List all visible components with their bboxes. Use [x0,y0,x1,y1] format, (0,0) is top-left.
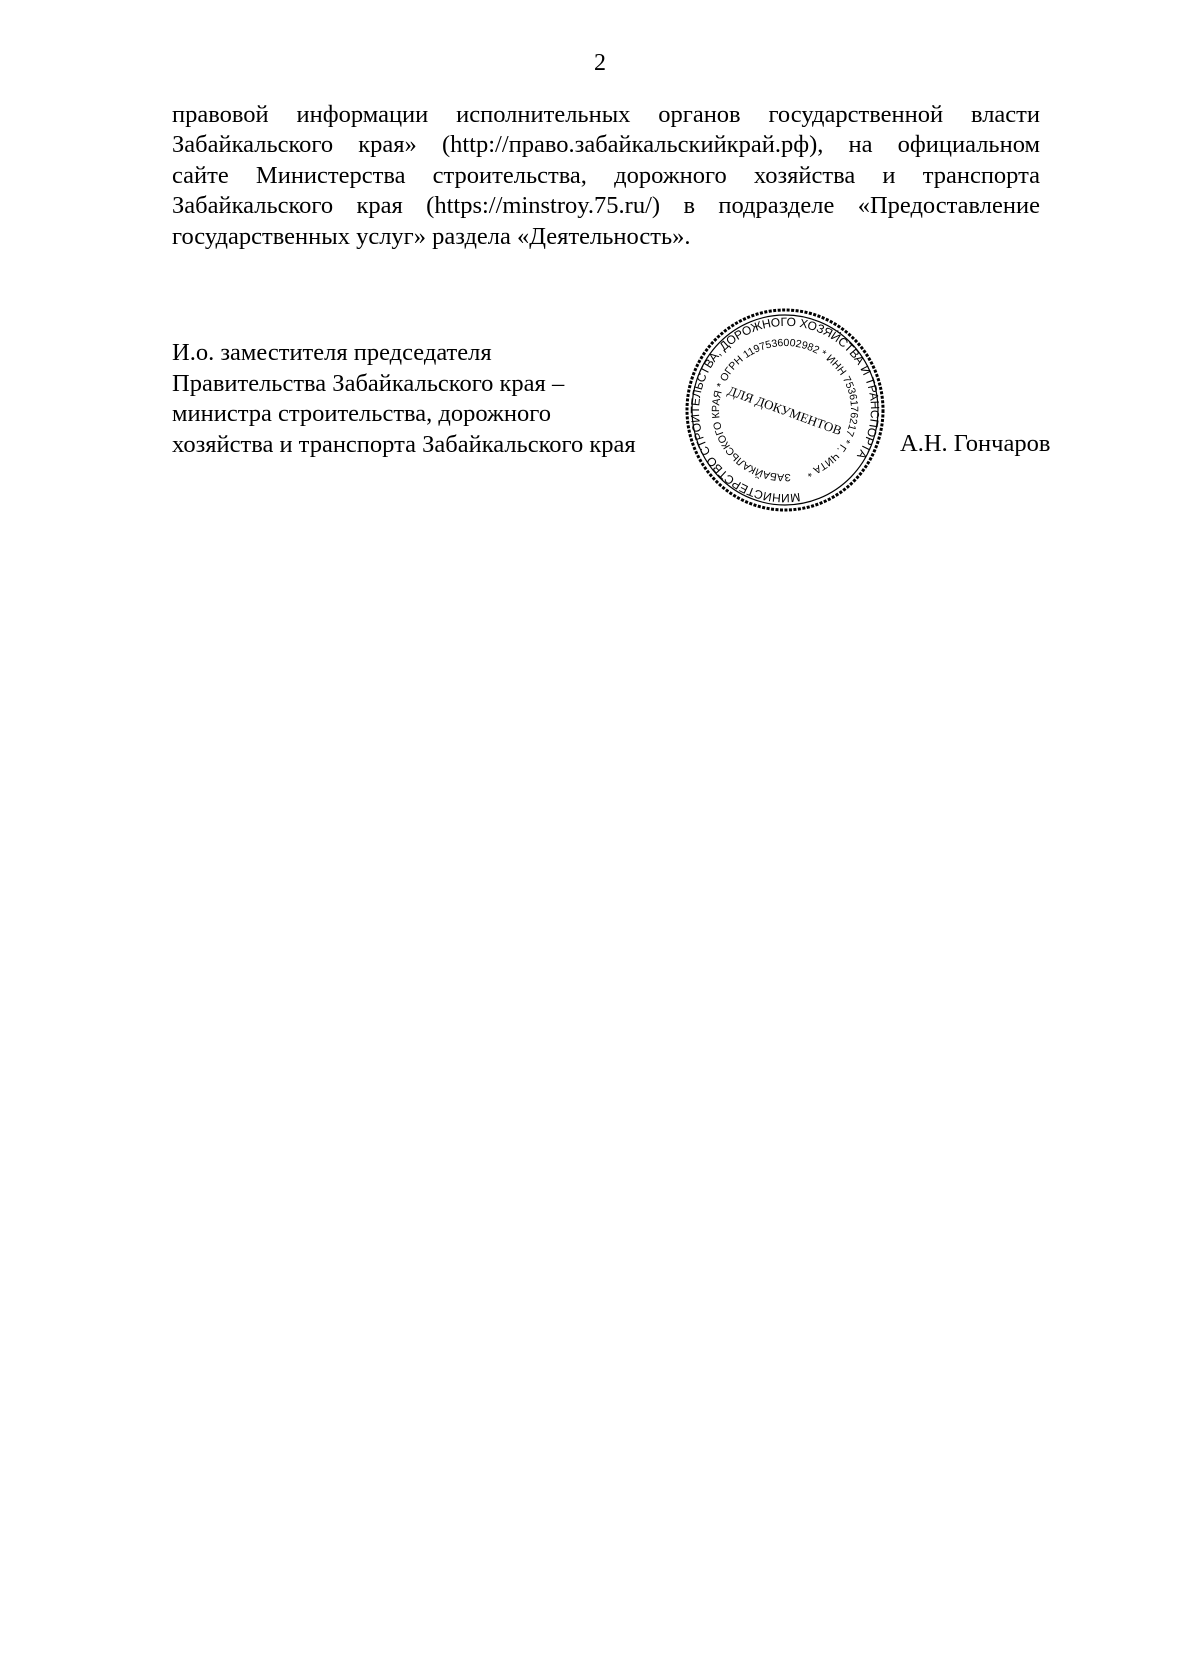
signatory-title-line: Правительства Забайкальского края – [172,369,565,397]
body-paragraph [172,100,1040,252]
signatory-title-line: И.о. заместителя председателя [172,339,492,366]
stamp-inner-text: ЗАБАЙКАЛЬСКОГО КРАЯ * ОГРН 1197536002982 * ИНН 7536176217 * Г. ЧИТА * [709,336,861,484]
stamp-outer-text: МИНИСТЕРСТВО СТРОИТЕЛЬСТВА, ДОРОЖНОГО ХОЗЯЙСТВА И ТРАНСПОРТА [688,314,883,506]
signatory-title [172,338,636,460]
stamp-center-text: ДЛЯ ДОКУМЕНТОВ [725,382,844,439]
body-line: Забайкальского края (https://minstroy.75.ru/) в подразделе «Предоставление [172,192,1040,220]
signatory-name: А.Н. Гончаров [900,430,1051,457]
signatory-title-line: министра строительства, дорожного [172,400,551,427]
body-line: государственных услуг» раздела «Деятельность». [172,222,691,250]
signatory-title-line: хозяйства и транспорта Забайкальского края [172,430,636,458]
body-line: правовой информации исполнительных органов государственной власти [172,101,1040,128]
page-number: 2 [594,50,606,76]
official-stamp [685,305,885,515]
body-line: сайте Министерства строительства, дорожного хозяйства и транспорта [172,161,1040,189]
body-line: Забайкальского края» (http://право.забайкальскийкрай.рф), на официальном [172,131,1040,159]
